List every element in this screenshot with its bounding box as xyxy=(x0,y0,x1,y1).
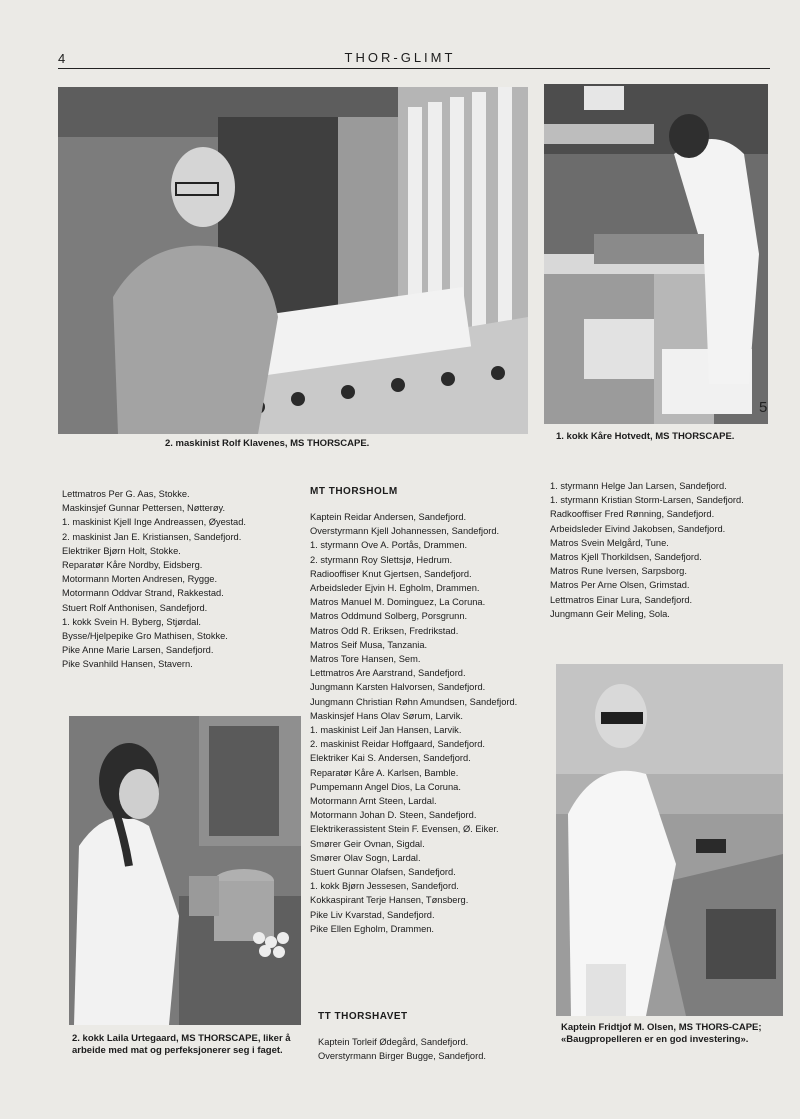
header-rule xyxy=(58,68,770,69)
list-item: Matros Per Arne Olsen, Grimstad. xyxy=(550,580,690,591)
list-item: Jungmann Christian Røhn Amundsen, Sandefjord. xyxy=(310,696,518,707)
crew-list-thorshavet xyxy=(318,1035,548,1063)
list-item: Jungmann Geir Meling, Sola. xyxy=(550,608,670,619)
list-item: Elektrikerassistent Stein F. Evensen, Ø. Eiker. xyxy=(310,824,499,835)
list-item: 2. maskinist Jan E. Kristiansen, Sandefjord. xyxy=(62,531,242,542)
list-item: 1. styrmann Kristian Storm-Larsen, Sandefjord. xyxy=(550,495,744,506)
list-item: Matros Odd R. Eriksen, Fredrikstad. xyxy=(310,625,459,636)
list-item: Overstyrmann Birger Bugge, Sandefjord. xyxy=(318,1051,486,1062)
crew-list-left xyxy=(62,487,287,672)
list-item: 1. maskinist Leif Jan Hansen, Larvik. xyxy=(310,725,462,736)
list-item: Radiooffiser Knut Gjertsen, Sandefjord. xyxy=(310,568,472,579)
list-item: 1. kokk Svein H. Byberg, Stjørdal. xyxy=(62,616,201,627)
list-item: Motormann Morten Andresen, Rygge. xyxy=(62,574,218,585)
list-item: Kaptein Reidar Andersen, Sandefjord. xyxy=(310,512,467,522)
second-cook-caption: 2. kokk Laila Urtegaard, MS THORSCAPE, liker å arbeide med mat og perfeksjonerer seg i faget. xyxy=(72,1033,291,1056)
page-number: 4 xyxy=(58,51,66,66)
list-item: Radkooffiser Fred Rønning, Sandefjord. xyxy=(550,509,715,520)
list-item: Reparatør Kåre Nordby, Eidsberg. xyxy=(62,560,203,571)
list-item: 1. kokk Bjørn Jessesen, Sandefjord. xyxy=(310,881,459,892)
list-item: Elektriker Bjørn Holt, Stokke. xyxy=(62,545,181,556)
list-item: Matros Rune Iversen, Sarpsborg. xyxy=(550,566,687,577)
list-item: Maskinsjef Hans Olav Sørum, Larvik. xyxy=(310,710,463,721)
section-heading-thorshavet: TT THORSHAVET xyxy=(318,1011,408,1022)
list-item: Reparatør Kåre A. Karlsen, Bamble. xyxy=(310,767,459,778)
list-item: Matros Svein Melgård, Tune. xyxy=(550,537,669,548)
engine-room-caption: 2. maskinist Rolf Klavenes, MS THORSCAPE. xyxy=(165,438,370,449)
crew-list-right xyxy=(550,479,780,621)
list-item: Bysse/Hjelpepike Gro Mathisen, Stokke. xyxy=(62,631,228,642)
magazine-title: THOR-GLIMT xyxy=(344,50,456,65)
list-item: Motormann Arnt Steen, Lardal. xyxy=(310,796,437,807)
list-item: 2. maskinist Reidar Hoffgaard, Sandefjord. xyxy=(310,739,486,750)
list-item: 2. styrmann Roy Slettsjø, Hedrum. xyxy=(310,554,453,565)
list-item: Kokkaspirant Terje Hansen, Tønsberg. xyxy=(310,895,469,906)
list-item: Lettmatros Per G. Aas, Stokke. xyxy=(62,489,190,499)
list-item: Kaptein Torleif Ødegård, Sandefjord. xyxy=(318,1037,469,1047)
list-item: Pike Anne Marie Larsen, Sandefjord. xyxy=(62,645,214,656)
list-item: Smører Geir Ovnan, Sigdal. xyxy=(310,838,425,849)
engine-room-photo xyxy=(58,87,528,434)
captain-photo xyxy=(556,664,783,1016)
list-item: Motormann Oddvar Strand, Rakkestad. xyxy=(62,588,224,599)
list-item: Matros Seif Musa, Tanzania. xyxy=(310,639,428,650)
list-item: Arbeidsleder Ejvin H. Egholm, Drammen. xyxy=(310,583,480,594)
list-item: Pumpemann Angel Dios, La Coruna. xyxy=(310,781,461,792)
list-item: Elektriker Kai S. Andersen, Sandefjord. xyxy=(310,753,471,764)
list-item: Matros Manuel M. Dominguez, La Coruna. xyxy=(310,597,486,608)
galley-cook-caption: 1. kokk Kåre Hotvedt, MS THORSCAPE. xyxy=(556,431,735,442)
list-item: Matros Tore Hansen, Sem. xyxy=(310,654,421,665)
list-item: Pike Ellen Egholm, Drammen. xyxy=(310,923,435,934)
crew-list-thorsholm xyxy=(310,510,542,936)
list-item: Lettmatros Are Aarstrand, Sandefjord. xyxy=(310,668,466,679)
list-item: Jungmann Karsten Halvorsen, Sandefjord. xyxy=(310,682,486,693)
list-item: Smører Olav Sogn, Lardal. xyxy=(310,852,421,863)
list-item: Pike Liv Kvarstad, Sandefjord. xyxy=(310,909,435,920)
list-item: 1. maskinist Kjell Inge Andreassen, Øyestad. xyxy=(62,517,246,528)
list-item: 1. styrmann Ove A. Portås, Drammen. xyxy=(310,540,468,551)
section-heading-thorsholm: MT THORSHOLM xyxy=(310,486,398,497)
list-item: Overstyrmann Kjell Johannessen, Sandefjord. xyxy=(310,526,500,537)
galley-cook-photo xyxy=(544,84,768,424)
list-item: Stuert Rolf Anthonisen, Sandefjord. xyxy=(62,602,208,613)
list-item: Matros Kjell Thorkildsen, Sandefjord. xyxy=(550,552,702,563)
captain-caption: Kaptein Fridtjof M. Olsen, MS THORS-CAPE; «Baugpropelleren er en god investering». xyxy=(561,1022,762,1045)
list-item: Pike Svanhild Hansen, Stavern. xyxy=(62,659,193,670)
list-item: Lettmatros Einar Lura, Sandefjord. xyxy=(550,594,693,605)
list-item: Arbeidsleder Eivind Jakobsen, Sandefjord. xyxy=(550,523,726,534)
photo-corner-number: 5 xyxy=(759,399,768,416)
second-cook-photo xyxy=(69,716,301,1025)
list-item: Maskinsjef Gunnar Pettersen, Nøtterøy. xyxy=(62,503,226,514)
list-item: Stuert Gunnar Olafsen, Sandefjord. xyxy=(310,867,456,878)
list-item: Motormann Johan D. Steen, Sandefjord. xyxy=(310,810,477,821)
list-item: Matros Oddmund Solberg, Porsgrunn. xyxy=(310,611,468,622)
list-item: 1. styrmann Helge Jan Larsen, Sandefjord. xyxy=(550,481,727,491)
